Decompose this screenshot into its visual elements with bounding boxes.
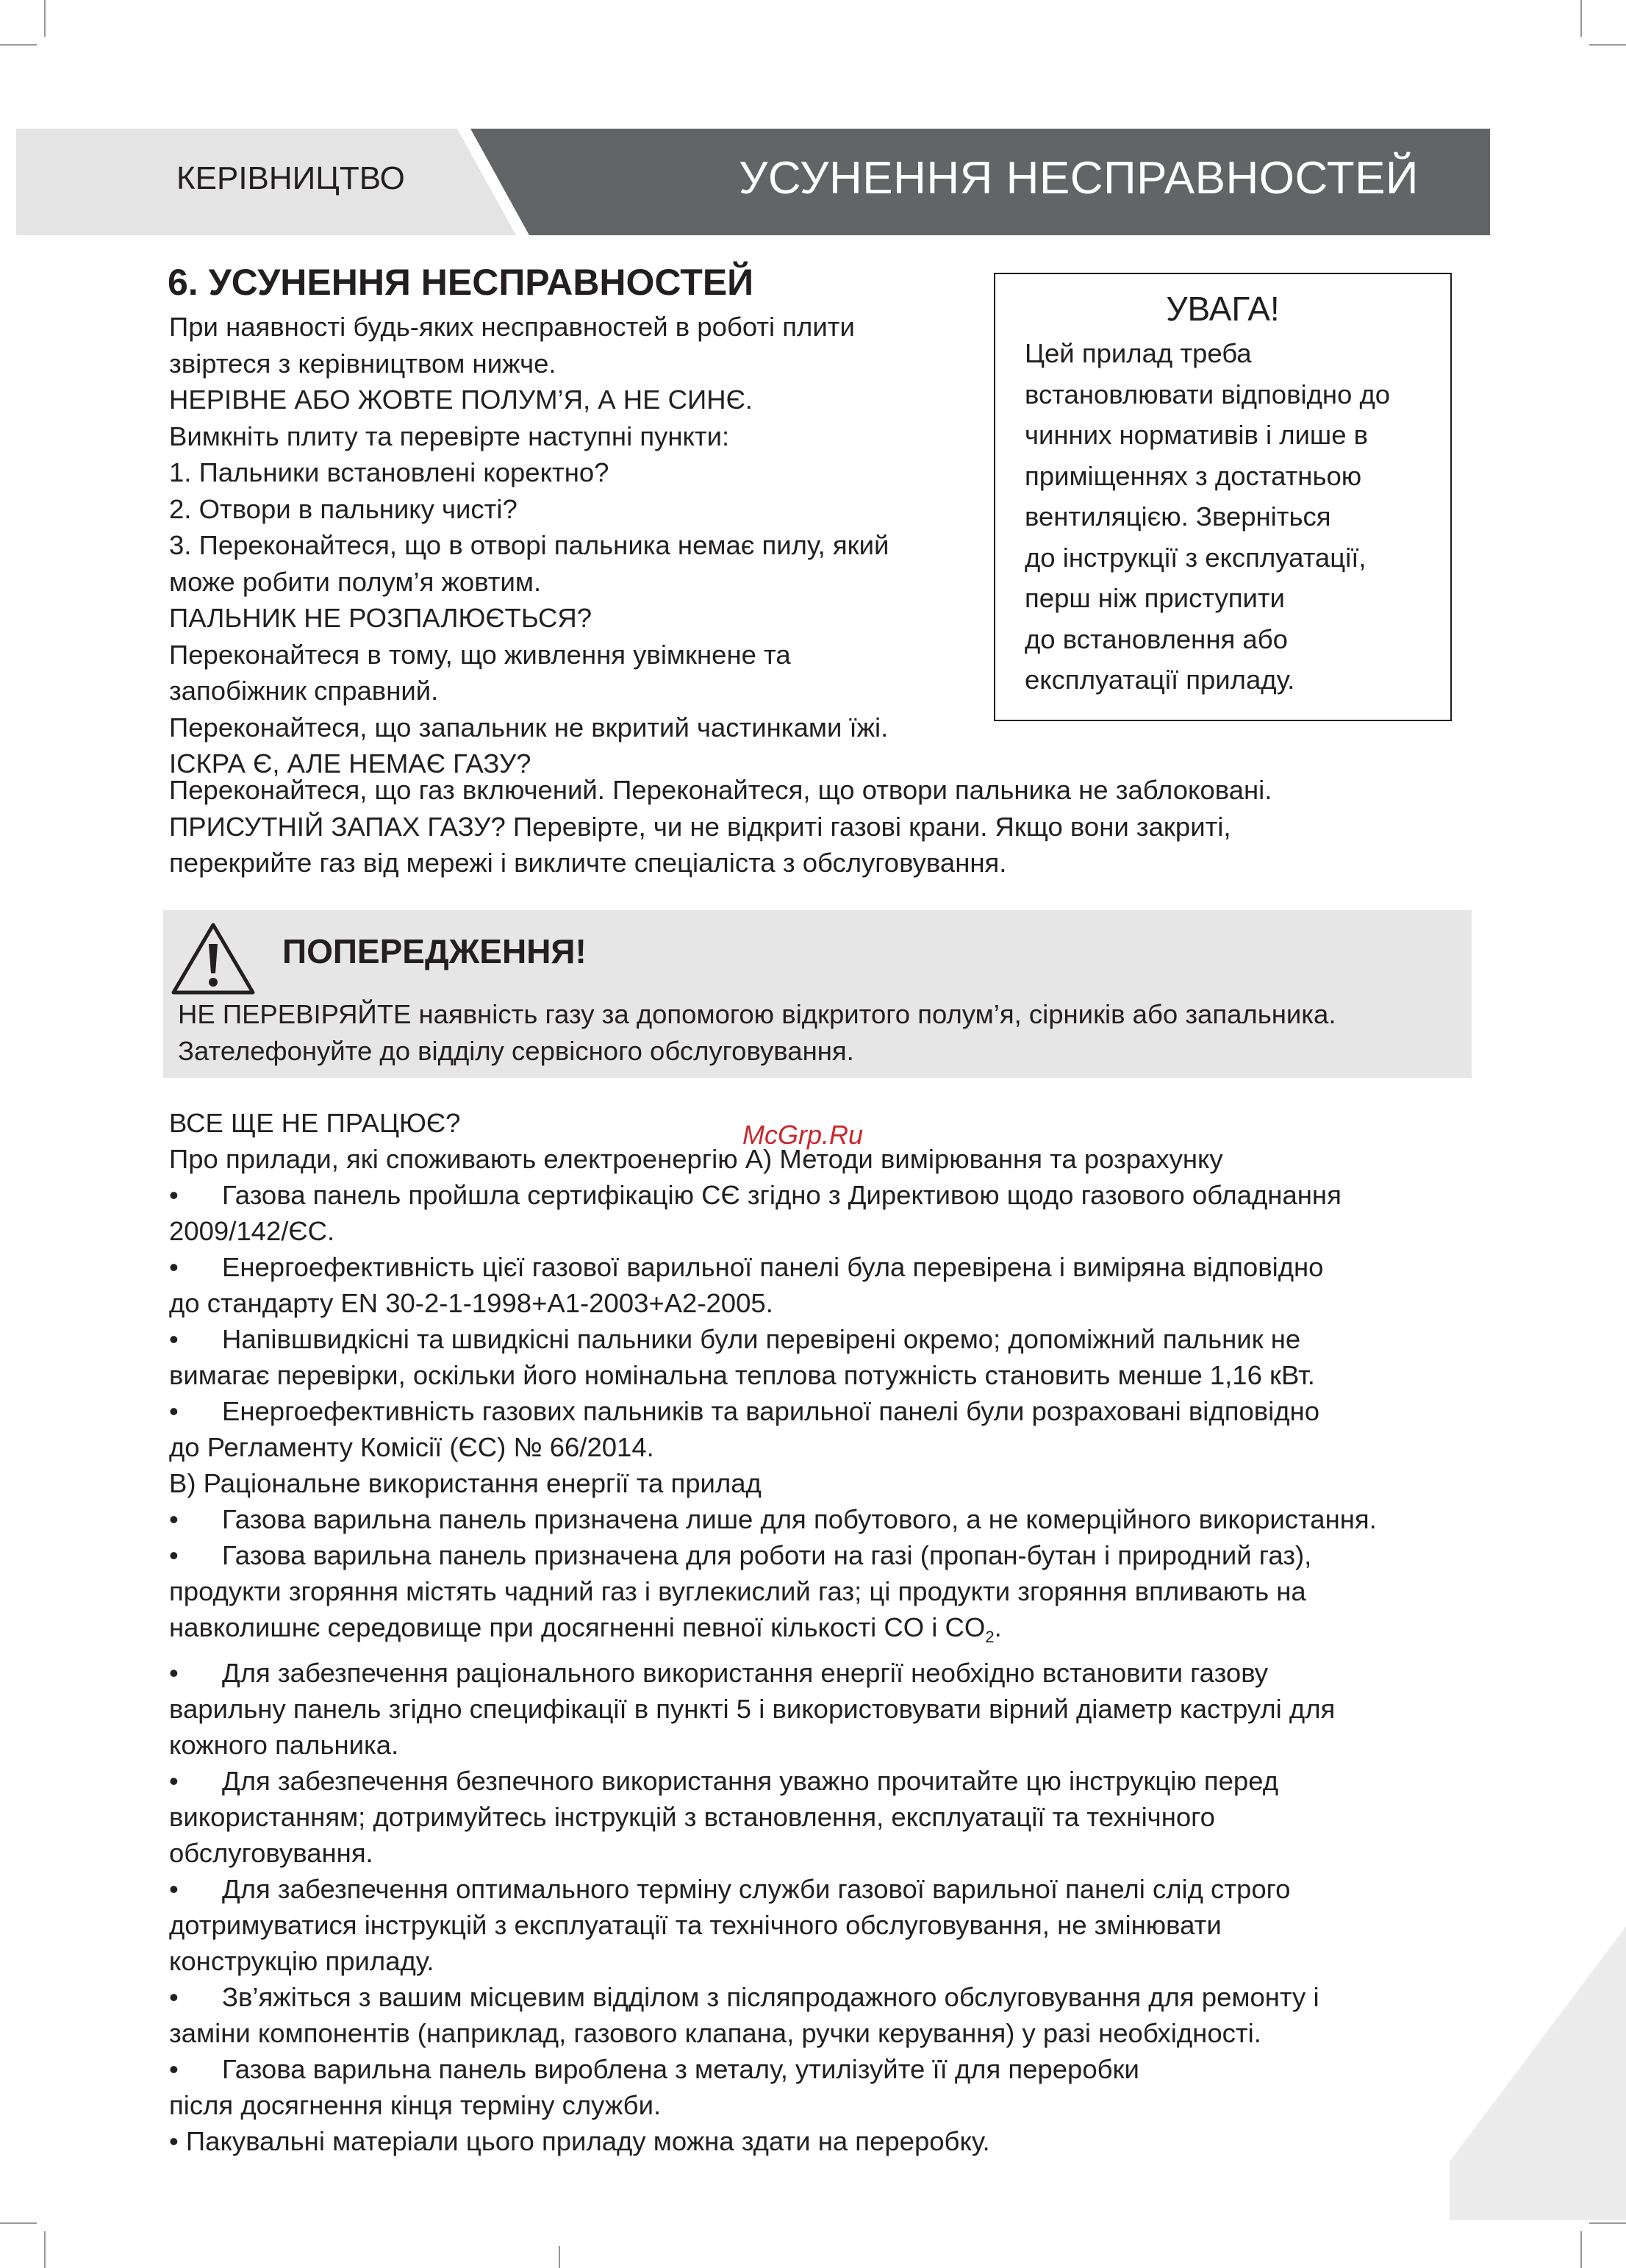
notice-text: [1025, 333, 1390, 701]
text-line: запобіжник справний.: [169, 676, 439, 706]
crop-mark: [0, 2222, 37, 2224]
notice-box: [994, 273, 1452, 721]
list-item: • Для забезпечення безпечного використання уважно прочитайте цю інструкцію перед: [169, 1766, 1279, 1796]
notice-line: Цей прилад треба: [1025, 338, 1252, 368]
notice-title: УВАГА!: [1166, 290, 1280, 328]
list-item: • Газова варильна панель призначена лише для побутового, а не комерційного використання.: [169, 1504, 1377, 1534]
list-item: • Газова варильна панель вироблена з металу, утилізуйте її для переробки: [169, 2054, 1139, 2084]
list-item: • Газова панель пройшла сертифікацію СЄ згідно з Директивою щодо газового обладнання: [169, 1180, 1342, 1210]
text-line: 2009/142/ЄС.: [169, 1216, 335, 1246]
text-line: При наявності будь-яких несправностей в роботі плити: [169, 312, 855, 342]
text-line: Про прилади, які споживають електроенергію А) Методи вимірювання та розрахунку: [169, 1144, 1223, 1174]
warning-triangle-icon: [169, 920, 257, 998]
warning-line: НЕ ПЕРЕВІРЯЙТЕ наявність газу за допомогою відкритого полум’я, сірників або запальника.: [178, 999, 1336, 1029]
notice-line: вентиляцією. Зверніться: [1025, 501, 1331, 532]
text-line: звіртеся з керівництвом нижче.: [169, 348, 556, 379]
text-line: обслуговування.: [169, 1838, 373, 1868]
text-line: кожного пальника.: [169, 1730, 399, 1760]
header-chapter-title: УСУНЕННЯ НЕСПРАВНОСТЕЙ: [738, 153, 1419, 204]
text-line: Переконайтеся в тому, що живлення увімкнене та: [169, 639, 791, 670]
crop-mark: [559, 2246, 560, 2268]
text-line: використанням; дотримуйтесь інструкцій з встановлення, експлуатації та технічного: [169, 1802, 1215, 1832]
notice-line: встановлювати відповідно до: [1025, 379, 1391, 409]
notice-line: перш ніж приступити: [1025, 583, 1285, 613]
text-line: НЕРІВНЕ АБО ЖОВТЕ ПОЛУМ’Я, А НЕ СИНЄ.: [169, 384, 753, 415]
crop-mark: [1580, 0, 1582, 37]
text-line: продукти згоряння містять чадний газ і вуглекислий газ; ці продукти згоряння впливають на: [169, 1576, 1306, 1606]
crop-mark: [1580, 2231, 1582, 2268]
list-item: • Зв’яжіться з вашим місцевим відділом з післяпродажного обслуговування для ремонту і: [169, 1982, 1319, 2012]
list-item: • Напівшвидкісні та швидкісні пальники були перевірені окремо; допоміжний пальник не: [169, 1324, 1301, 1354]
notice-line: експлуатації приладу.: [1025, 665, 1295, 695]
text-line: ПАЛЬНИК НЕ РОЗПАЛЮЄТЬСЯ?: [169, 603, 592, 633]
text-line: вимагає перевірки, оскільки його номінальна теплова потужність становить менше 1,16 кВт.: [169, 1360, 1315, 1390]
watermark: McGrp.Ru: [742, 1120, 864, 1150]
list-item: • Газова варильна панель призначена для роботи на газі (пропан-бутан і природний газ),: [169, 1540, 1312, 1570]
text-line: 3. Переконайтеся, що в отворі пальника немає пилу, який: [169, 530, 889, 560]
list-item: • Енергоефективність газових пальників та варильної панелі були розраховані відповідно: [169, 1396, 1320, 1426]
text-line: Переконайтеся, що запальник не вкритий частинками їжі.: [169, 712, 889, 743]
intro-text: [169, 309, 889, 782]
text-line: після досягнення кінця терміну служби.: [169, 2090, 662, 2120]
text-line: перекрийте газ від мережі і викличте спеціаліста з обслуговування.: [169, 848, 1007, 878]
text-line: 2. Отвори в пальнику чисті?: [169, 493, 517, 524]
text-line: навколишнє середовище при досягненні певної кількості CO і $CO_2$.: [169, 1612, 1002, 1646]
text-line: дотримуватися інструкцій з експлуатації та технічного обслуговування, не змінювати: [169, 1910, 1222, 1940]
text-line: до Регламенту Комісії (ЄС) № 66/2014.: [169, 1432, 654, 1462]
crop-mark: [1589, 44, 1626, 46]
text-line: 1. Пальники встановлені коректно?: [169, 457, 609, 487]
text-line: Вимкніть плиту та перевірте наступні пункти:: [169, 421, 730, 451]
text-line: ВСЕ ЩЕ НЕ ПРАЦЮЄ?: [169, 1108, 461, 1138]
full-width-text: [169, 772, 1272, 881]
list-item: • Для забезпечення раціонального використання енергії необхідно встановити газову: [169, 1658, 1269, 1688]
text-line: варильну панель згідно специфікації в пункті 5 і використовувати вірний діаметр каструлі для: [169, 1694, 1336, 1724]
crop-mark: [0, 44, 37, 46]
list-item: • Для забезпечення оптимального терміну служби газової варильної панелі слід строго: [169, 1874, 1291, 1904]
crop-mark: [44, 0, 46, 37]
text-line: ПРИСУТНІЙ ЗАПАХ ГАЗУ? Перевірте, чи не відкриті газові крани. Якщо вони закриті,: [169, 811, 1231, 842]
page-title: 6. УСУНЕННЯ НЕСПРАВНОСТЕЙ: [168, 262, 754, 303]
page-corner-decoration: [1450, 1926, 1626, 2220]
text-line: конструкцію приладу.: [169, 1946, 434, 1976]
text-line: • Пакувальні матеріали цього приладу можна здати на переробку.: [169, 2126, 990, 2156]
text-line: може робити полум’я жовтим.: [169, 566, 542, 597]
warning-text: [178, 996, 1336, 1070]
warning-title: ПОПЕРЕДЖЕННЯ!: [282, 932, 587, 970]
notice-line: до встановлення або: [1025, 623, 1288, 654]
text-line: Переконайтеся, що газ включений. Переконайтеся, що отвори пальника не заблоковані.: [169, 775, 1272, 805]
crop-mark: [1589, 2222, 1626, 2224]
warning-line: Зателефонуйте до відділу сервісного обслуговування.: [178, 1036, 854, 1066]
energy-section: [169, 1105, 1377, 2159]
notice-line: до інструкції з експлуатації,: [1025, 542, 1367, 573]
list-item: • Енергоефективність цієї газової варильної панелі була перевірена і виміряна відповідно: [169, 1252, 1324, 1282]
crop-mark: [44, 2231, 46, 2268]
text-line: до стандарту EN 30-2-1-1998+A1-2003+A2-2005.: [169, 1288, 773, 1318]
text-line: заміни компонентів (наприклад, газового клапана, ручки керування) у разі необхідності.: [169, 2018, 1261, 2048]
header-section-label: КЕРІВНИЦТВО: [176, 160, 405, 196]
notice-line: чинних нормативів і лише в: [1025, 420, 1369, 450]
notice-line: приміщеннях з достатньою: [1025, 460, 1362, 491]
text-line: ІСКРА Є, АЛЕ НЕМАЄ ГАЗУ?: [169, 748, 531, 779]
text-line: B) Раціональне використання енергії та прилад: [169, 1468, 762, 1498]
